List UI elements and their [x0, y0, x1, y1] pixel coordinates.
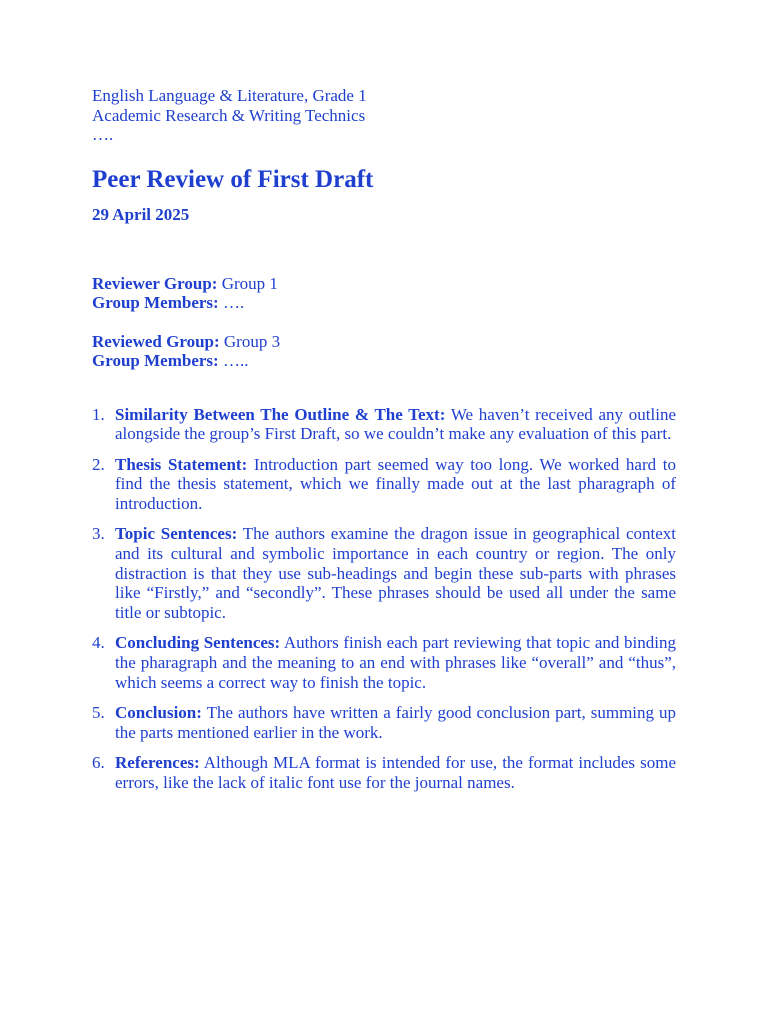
item-text: The authors have written a fairly good conclusion part, summing up the parts mentioned earlier in the work. [115, 703, 676, 742]
course-line: English Language & Literature, Grade 1 [92, 86, 367, 105]
document-title: Peer Review of First Draft [92, 165, 374, 193]
item-text: We haven’t received any outline alongside the group’s First Draft, so we couldn’t make any evaluation of this part. [115, 404, 676, 444]
item-number: 1. [92, 404, 105, 424]
item-text: Although MLA format is intended for use, the format includes some errors, like the lack of italic font use for the journal names. [115, 753, 676, 792]
review-item [92, 633, 676, 692]
item-heading: References: [115, 753, 200, 773]
item-number: 6. [92, 753, 105, 773]
reviewed-group-label: Reviewed Group: [92, 331, 220, 351]
item-heading: Similarity Between The Outline & The Text: [115, 404, 446, 424]
item-number: 4. [92, 633, 105, 653]
review-item [92, 753, 676, 792]
reviewed-block [92, 332, 676, 371]
item-heading: Concluding Sentences: [115, 633, 281, 653]
reviewed-group-row [92, 332, 676, 352]
review-item [92, 405, 676, 444]
reviewer-group-row [92, 274, 676, 294]
document-date: 29 April 2025 [92, 204, 190, 224]
reviewer-group-label: Reviewer Group: [92, 273, 218, 293]
review-item [92, 455, 676, 514]
reviewer-members-row [92, 293, 676, 313]
item-heading: Conclusion: [115, 703, 202, 723]
reviewed-members-row [92, 351, 676, 371]
review-item [92, 524, 676, 622]
reviewed-group-value: Group 3 [223, 331, 281, 351]
review-list [92, 405, 676, 793]
reviewer-members-value: …. [222, 293, 245, 312]
document-page [92, 86, 676, 804]
reviewed-members-value: ….. [222, 351, 249, 370]
reviewer-members-label: Group Members: [92, 293, 219, 312]
item-number: 2. [92, 454, 105, 474]
item-number: 5. [92, 703, 105, 723]
item-text: Authors finish each part reviewing that topic and binding the pharagraph and the meaning to an end with phrases like “overall” and “thus”, which seems a correct way to finish the topic. [115, 633, 676, 692]
item-text: Introduction part seemed way too long. We worked hard to find the thesis statement, which we finally made out at the last pharagraph of introduction. [115, 454, 677, 513]
reviewed-members-label: Group Members: [92, 351, 219, 370]
item-heading: Topic Sentences: [115, 524, 238, 544]
item-heading: Thesis Statement: [115, 454, 248, 474]
subject-line: Academic Research & Writing Technics [92, 105, 366, 125]
item-number: 3. [92, 524, 105, 544]
reviewer-block [92, 274, 676, 313]
review-item [92, 703, 676, 742]
header-placeholder: …. [92, 125, 114, 144]
item-text: The authors examine the dragon issue in geographical context and its cultural and symbolic importance in each country or region. The only distraction is that they use sub-headings and begin these sub-parts with phrases like “Firstly,” and “secondly”. These phrases should be used all under the same title or subtopic. [115, 524, 676, 622]
reviewer-group-value: Group 1 [221, 273, 278, 293]
